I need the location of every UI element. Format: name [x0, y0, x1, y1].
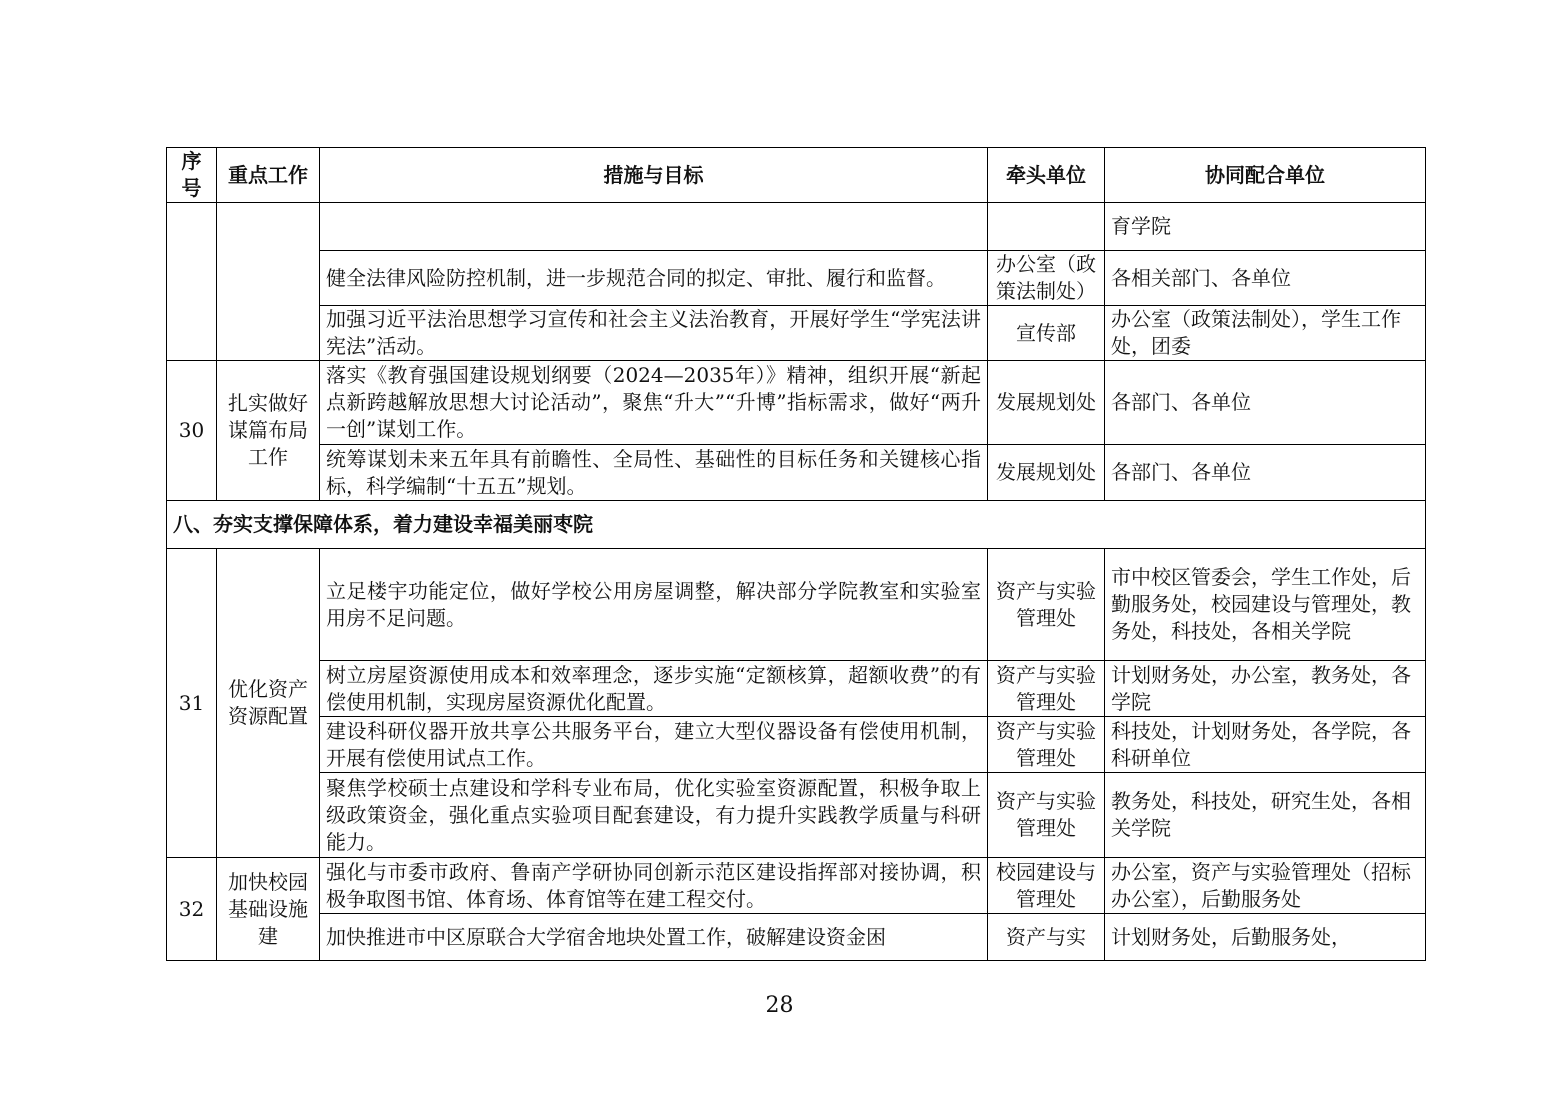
cell-measure: 聚焦学校硕士点建设和学科专业布局，优化实验室资源配置，积极争取上级政策资金，强化重点实验项目配套建设，有力提升实践教学质量与科研能力。 — [320, 773, 988, 858]
cell-coop: 科技处，计划财务处，各学院，各科研单位 — [1105, 717, 1426, 773]
cell-lead: 发展规划处 — [988, 445, 1105, 501]
table-row — [167, 661, 1426, 717]
section-row — [167, 501, 1426, 549]
cell-lead: 宣传部 — [988, 306, 1105, 361]
cell-measure: 落实《教育强国建设规划纲要（2024—2035年）》精神，组织开展“新起点新跨越解放思想大讨论活动”，聚焦“升大”“升博”指标需求，做好“两升一创”谋划工作。 — [320, 361, 988, 445]
cell-no: 32 — [167, 858, 217, 961]
cell-lead: 资产与实验管理处 — [988, 717, 1105, 773]
cell-measure — [320, 203, 988, 251]
page-number: 28 — [765, 993, 794, 1018]
table-row — [167, 914, 1426, 961]
cell-coop: 办公室（政策法制处），学生工作处，团委 — [1105, 306, 1426, 361]
header-lead: 牵头单位 — [988, 148, 1105, 203]
cell-measure: 健全法律风险防控机制，进一步规范合同的拟定、审批、履行和监督。 — [320, 251, 988, 306]
header-coop: 协同配合单位 — [1105, 148, 1426, 203]
table-row — [167, 549, 1426, 661]
cell-coop: 计划财务处，办公室，教务处，各学院 — [1105, 661, 1426, 717]
cell-lead: 资产与实验管理处 — [988, 661, 1105, 717]
header-row — [167, 148, 1426, 203]
cell-measure: 加强习近平法治思想学习宣传和社会主义法治教育，开展好学生“学宪法讲宪法”活动。 — [320, 306, 988, 361]
cell-lead: 资产与实 — [988, 914, 1105, 961]
cell-measure: 统筹谋划未来五年具有前瞻性、全局性、基础性的目标任务和关键核心指标，科学编制“十五五”规划。 — [320, 445, 988, 501]
cell-measure: 建设科研仪器开放共享公共服务平台，建立大型仪器设备有偿使用机制，开展有偿使用试点工作。 — [320, 717, 988, 773]
table-row — [167, 203, 1426, 251]
cell-coop: 办公室，资产与实验管理处（招标办公室），后勤服务处 — [1105, 858, 1426, 914]
cell-task — [217, 203, 320, 361]
cell-no: 30 — [167, 361, 217, 501]
cell-lead: 资产与实验管理处 — [988, 773, 1105, 858]
cell-measure: 立足楼宇功能定位，做好学校公用房屋调整，解决部分学院教室和实验室用房不足问题。 — [320, 549, 988, 661]
cell-lead: 校园建设与管理处 — [988, 858, 1105, 914]
cell-measure: 加快推进市中区原联合大学宿舍地块处置工作，破解建设资金困 — [320, 914, 988, 961]
cell-coop: 育学院 — [1105, 203, 1426, 251]
cell-measure: 树立房屋资源使用成本和效率理念，逐步实施“定额核算，超额收费”的有偿使用机制，实现房屋资源优化配置。 — [320, 661, 988, 717]
cell-task: 加快校园基础设施建 — [217, 858, 320, 961]
cell-no — [167, 203, 217, 361]
cell-coop: 各部门、各单位 — [1105, 361, 1426, 445]
table-row — [167, 251, 1426, 306]
table-row — [167, 773, 1426, 858]
cell-no: 31 — [167, 549, 217, 858]
cell-lead — [988, 203, 1105, 251]
cell-coop: 各部门、各单位 — [1105, 445, 1426, 501]
cell-task: 扎实做好谋篇布局工作 — [217, 361, 320, 501]
cell-lead: 办公室（政策法制处） — [988, 251, 1105, 306]
section-heading: 八、夯实支撑保障体系，着力建设幸福美丽枣院 — [167, 501, 1426, 549]
table-row — [167, 858, 1426, 914]
cell-measure: 强化与市委市政府、鲁南产学研协同创新示范区建设指挥部对接协调，积极争取图书馆、体育场、体育馆等在建工程交付。 — [320, 858, 988, 914]
header-measure: 措施与目标 — [320, 148, 988, 203]
cell-task: 优化资产资源配置 — [217, 549, 320, 858]
table-row — [167, 717, 1426, 773]
cell-coop: 市中校区管委会，学生工作处，后勤服务处，校园建设与管理处，教务处，科技处，各相关学院 — [1105, 549, 1426, 661]
cell-coop: 各相关部门、各单位 — [1105, 251, 1426, 306]
header-no: 序号 — [167, 148, 217, 203]
cell-lead: 发展规划处 — [988, 361, 1105, 445]
table-row — [167, 445, 1426, 501]
cell-coop: 教务处，科技处，研究生处，各相关学院 — [1105, 773, 1426, 858]
header-task: 重点工作 — [217, 148, 320, 203]
cell-coop: 计划财务处，后勤服务处， — [1105, 914, 1426, 961]
table-row — [167, 306, 1426, 361]
table-row — [167, 361, 1426, 445]
cell-lead: 资产与实验管理处 — [988, 549, 1105, 661]
work-plan-table — [166, 147, 1426, 961]
